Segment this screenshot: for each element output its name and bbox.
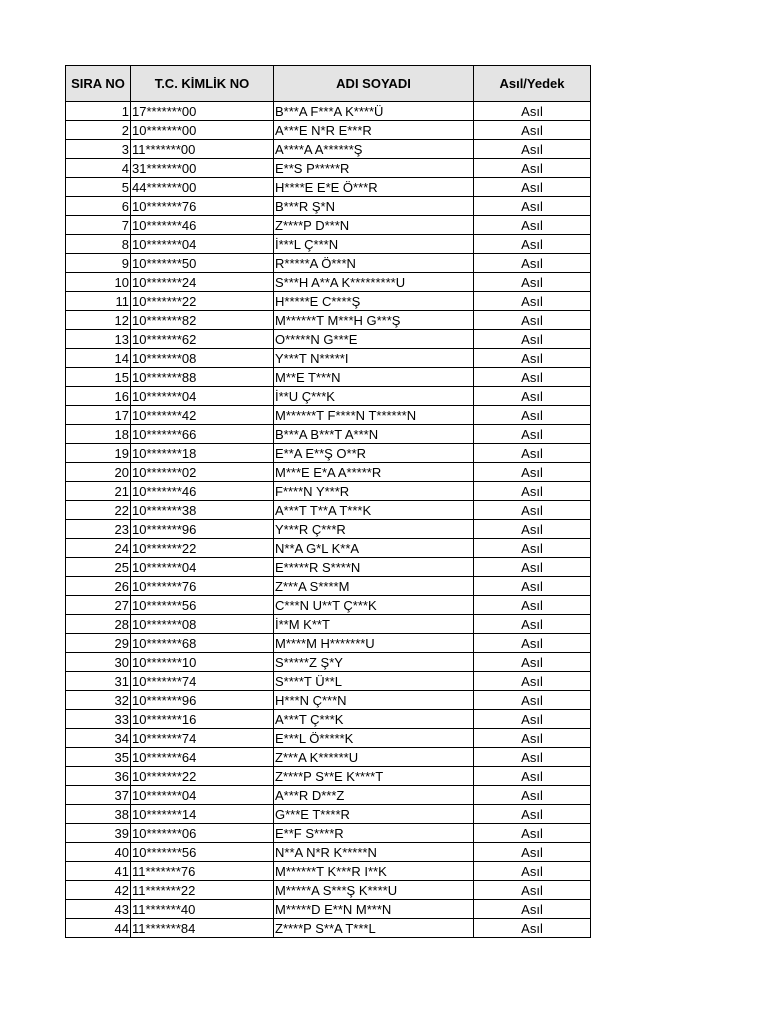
cell-tc-kimlik-no: 10*******22 bbox=[131, 539, 274, 558]
cell-adi-soyadi: F****N Y***R bbox=[274, 482, 474, 501]
table-row bbox=[66, 292, 591, 311]
cell-asil-yedek: Asıl bbox=[474, 216, 591, 235]
header-adi-soyadi: ADI SOYADI bbox=[274, 66, 474, 102]
cell-asil-yedek: Asıl bbox=[474, 406, 591, 425]
cell-tc-kimlik-no: 10*******04 bbox=[131, 387, 274, 406]
cell-tc-kimlik-no: 10*******24 bbox=[131, 273, 274, 292]
cell-asil-yedek: Asıl bbox=[474, 330, 591, 349]
cell-tc-kimlik-no: 10*******04 bbox=[131, 786, 274, 805]
cell-sira-no: 22 bbox=[66, 501, 131, 520]
cell-adi-soyadi: Z****P S**E K****T bbox=[274, 767, 474, 786]
cell-tc-kimlik-no: 31*******00 bbox=[131, 159, 274, 178]
table-row bbox=[66, 862, 591, 881]
cell-adi-soyadi: N**A N*R K*****N bbox=[274, 843, 474, 862]
cell-adi-soyadi: H***N Ç***N bbox=[274, 691, 474, 710]
cell-sira-no: 8 bbox=[66, 235, 131, 254]
cell-asil-yedek: Asıl bbox=[474, 558, 591, 577]
cell-adi-soyadi: G***E T****R bbox=[274, 805, 474, 824]
cell-tc-kimlik-no: 10*******50 bbox=[131, 254, 274, 273]
cell-adi-soyadi: M******T M***H G***Ş bbox=[274, 311, 474, 330]
cell-tc-kimlik-no: 11*******00 bbox=[131, 140, 274, 159]
cell-sira-no: 26 bbox=[66, 577, 131, 596]
cell-asil-yedek: Asıl bbox=[474, 387, 591, 406]
cell-asil-yedek: Asıl bbox=[474, 501, 591, 520]
cell-adi-soyadi: Z***A K******U bbox=[274, 748, 474, 767]
cell-asil-yedek: Asıl bbox=[474, 197, 591, 216]
cell-sira-no: 28 bbox=[66, 615, 131, 634]
table-row bbox=[66, 121, 591, 140]
cell-asil-yedek: Asıl bbox=[474, 672, 591, 691]
cell-sira-no: 15 bbox=[66, 368, 131, 387]
cell-adi-soyadi: Y***R Ç***R bbox=[274, 520, 474, 539]
cell-asil-yedek: Asıl bbox=[474, 349, 591, 368]
header-row bbox=[66, 66, 591, 102]
table-row bbox=[66, 767, 591, 786]
cell-asil-yedek: Asıl bbox=[474, 881, 591, 900]
cell-sira-no: 21 bbox=[66, 482, 131, 501]
cell-sira-no: 16 bbox=[66, 387, 131, 406]
cell-asil-yedek: Asıl bbox=[474, 767, 591, 786]
cell-asil-yedek: Asıl bbox=[474, 102, 591, 121]
cell-adi-soyadi: M***E E*A A*****R bbox=[274, 463, 474, 482]
table-row bbox=[66, 425, 591, 444]
cell-asil-yedek: Asıl bbox=[474, 292, 591, 311]
candidate-list-table bbox=[65, 65, 591, 938]
cell-adi-soyadi: A****A A******Ş bbox=[274, 140, 474, 159]
cell-tc-kimlik-no: 10*******14 bbox=[131, 805, 274, 824]
cell-tc-kimlik-no: 10*******04 bbox=[131, 235, 274, 254]
table-row bbox=[66, 368, 591, 387]
header-sira-no: SIRA NO bbox=[66, 66, 131, 102]
cell-tc-kimlik-no: 10*******16 bbox=[131, 710, 274, 729]
cell-sira-no: 7 bbox=[66, 216, 131, 235]
table-row bbox=[66, 634, 591, 653]
table-row bbox=[66, 843, 591, 862]
cell-sira-no: 17 bbox=[66, 406, 131, 425]
cell-asil-yedek: Asıl bbox=[474, 729, 591, 748]
table-row bbox=[66, 235, 591, 254]
cell-tc-kimlik-no: 10*******46 bbox=[131, 216, 274, 235]
table-row bbox=[66, 577, 591, 596]
cell-asil-yedek: Asıl bbox=[474, 710, 591, 729]
cell-adi-soyadi: Y***T N*****I bbox=[274, 349, 474, 368]
cell-tc-kimlik-no: 10*******82 bbox=[131, 311, 274, 330]
header-asil-yedek: Asıl/Yedek bbox=[474, 66, 591, 102]
cell-tc-kimlik-no: 10*******38 bbox=[131, 501, 274, 520]
cell-sira-no: 27 bbox=[66, 596, 131, 615]
header-tc-kimlik-no: T.C. KİMLİK NO bbox=[131, 66, 274, 102]
cell-adi-soyadi: İ**M K**T bbox=[274, 615, 474, 634]
cell-tc-kimlik-no: 10*******56 bbox=[131, 843, 274, 862]
cell-sira-no: 10 bbox=[66, 273, 131, 292]
cell-asil-yedek: Asıl bbox=[474, 748, 591, 767]
cell-asil-yedek: Asıl bbox=[474, 577, 591, 596]
table-row bbox=[66, 330, 591, 349]
table-row bbox=[66, 311, 591, 330]
cell-sira-no: 34 bbox=[66, 729, 131, 748]
table-row bbox=[66, 805, 591, 824]
cell-asil-yedek: Asıl bbox=[474, 178, 591, 197]
table-row bbox=[66, 672, 591, 691]
cell-tc-kimlik-no: 10*******74 bbox=[131, 672, 274, 691]
cell-sira-no: 35 bbox=[66, 748, 131, 767]
cell-sira-no: 1 bbox=[66, 102, 131, 121]
cell-asil-yedek: Asıl bbox=[474, 140, 591, 159]
cell-asil-yedek: Asıl bbox=[474, 843, 591, 862]
cell-tc-kimlik-no: 10*******02 bbox=[131, 463, 274, 482]
cell-sira-no: 31 bbox=[66, 672, 131, 691]
cell-tc-kimlik-no: 10*******66 bbox=[131, 425, 274, 444]
cell-sira-no: 43 bbox=[66, 900, 131, 919]
cell-asil-yedek: Asıl bbox=[474, 121, 591, 140]
table-row bbox=[66, 691, 591, 710]
cell-asil-yedek: Asıl bbox=[474, 862, 591, 881]
table-row bbox=[66, 653, 591, 672]
cell-sira-no: 19 bbox=[66, 444, 131, 463]
cell-asil-yedek: Asıl bbox=[474, 159, 591, 178]
cell-adi-soyadi: M****M H*******U bbox=[274, 634, 474, 653]
cell-sira-no: 32 bbox=[66, 691, 131, 710]
cell-asil-yedek: Asıl bbox=[474, 235, 591, 254]
spreadsheet-page bbox=[65, 65, 590, 938]
cell-tc-kimlik-no: 10*******88 bbox=[131, 368, 274, 387]
cell-asil-yedek: Asıl bbox=[474, 463, 591, 482]
table-body bbox=[66, 102, 591, 938]
cell-tc-kimlik-no: 10*******08 bbox=[131, 615, 274, 634]
cell-sira-no: 42 bbox=[66, 881, 131, 900]
cell-adi-soyadi: İ***L Ç***N bbox=[274, 235, 474, 254]
table-row bbox=[66, 482, 591, 501]
table-row bbox=[66, 349, 591, 368]
cell-tc-kimlik-no: 10*******76 bbox=[131, 577, 274, 596]
cell-adi-soyadi: A***R D***Z bbox=[274, 786, 474, 805]
cell-adi-soyadi: S****T Ü**L bbox=[274, 672, 474, 691]
table-row bbox=[66, 254, 591, 273]
cell-sira-no: 20 bbox=[66, 463, 131, 482]
cell-asil-yedek: Asıl bbox=[474, 653, 591, 672]
cell-sira-no: 2 bbox=[66, 121, 131, 140]
cell-adi-soyadi: H*****E C****Ş bbox=[274, 292, 474, 311]
cell-adi-soyadi: E**S P*****R bbox=[274, 159, 474, 178]
cell-sira-no: 41 bbox=[66, 862, 131, 881]
cell-adi-soyadi: S*****Z Ş*Y bbox=[274, 653, 474, 672]
table-row bbox=[66, 463, 591, 482]
cell-adi-soyadi: C***N U**T Ç***K bbox=[274, 596, 474, 615]
cell-asil-yedek: Asıl bbox=[474, 539, 591, 558]
cell-sira-no: 11 bbox=[66, 292, 131, 311]
cell-sira-no: 18 bbox=[66, 425, 131, 444]
cell-tc-kimlik-no: 10*******04 bbox=[131, 558, 274, 577]
table-row bbox=[66, 159, 591, 178]
cell-adi-soyadi: A***T Ç***K bbox=[274, 710, 474, 729]
table-row bbox=[66, 558, 591, 577]
cell-tc-kimlik-no: 10*******68 bbox=[131, 634, 274, 653]
cell-asil-yedek: Asıl bbox=[474, 615, 591, 634]
cell-asil-yedek: Asıl bbox=[474, 254, 591, 273]
cell-sira-no: 40 bbox=[66, 843, 131, 862]
cell-tc-kimlik-no: 10*******64 bbox=[131, 748, 274, 767]
table-row bbox=[66, 197, 591, 216]
table-row bbox=[66, 102, 591, 121]
cell-asil-yedek: Asıl bbox=[474, 900, 591, 919]
cell-tc-kimlik-no: 10*******56 bbox=[131, 596, 274, 615]
cell-adi-soyadi: R*****A Ö***N bbox=[274, 254, 474, 273]
cell-tc-kimlik-no: 10*******10 bbox=[131, 653, 274, 672]
table-row bbox=[66, 710, 591, 729]
cell-adi-soyadi: M*****A S***Ş K****U bbox=[274, 881, 474, 900]
cell-adi-soyadi: İ**U Ç***K bbox=[274, 387, 474, 406]
cell-tc-kimlik-no: 10*******08 bbox=[131, 349, 274, 368]
cell-tc-kimlik-no: 17*******00 bbox=[131, 102, 274, 121]
cell-asil-yedek: Asıl bbox=[474, 691, 591, 710]
cell-tc-kimlik-no: 44*******00 bbox=[131, 178, 274, 197]
cell-tc-kimlik-no: 11*******22 bbox=[131, 881, 274, 900]
cell-adi-soyadi: E**F S****R bbox=[274, 824, 474, 843]
cell-tc-kimlik-no: 10*******00 bbox=[131, 121, 274, 140]
table-row bbox=[66, 539, 591, 558]
cell-adi-soyadi: H****E E*E Ö***R bbox=[274, 178, 474, 197]
cell-tc-kimlik-no: 10*******06 bbox=[131, 824, 274, 843]
cell-adi-soyadi: A***T T**A T***K bbox=[274, 501, 474, 520]
cell-tc-kimlik-no: 10*******96 bbox=[131, 520, 274, 539]
cell-adi-soyadi: S***H A**A K*********U bbox=[274, 273, 474, 292]
cell-adi-soyadi: M*****D E**N M***N bbox=[274, 900, 474, 919]
cell-asil-yedek: Asıl bbox=[474, 311, 591, 330]
table-row bbox=[66, 786, 591, 805]
cell-tc-kimlik-no: 10*******22 bbox=[131, 767, 274, 786]
cell-tc-kimlik-no: 10*******18 bbox=[131, 444, 274, 463]
cell-sira-no: 24 bbox=[66, 539, 131, 558]
cell-adi-soyadi: Z****P D***N bbox=[274, 216, 474, 235]
cell-sira-no: 12 bbox=[66, 311, 131, 330]
cell-adi-soyadi: N**A G*L K**A bbox=[274, 539, 474, 558]
cell-asil-yedek: Asıl bbox=[474, 520, 591, 539]
cell-sira-no: 14 bbox=[66, 349, 131, 368]
cell-adi-soyadi: M******T F****N T******N bbox=[274, 406, 474, 425]
cell-adi-soyadi: E*****R S****N bbox=[274, 558, 474, 577]
cell-asil-yedek: Asıl bbox=[474, 273, 591, 292]
cell-sira-no: 3 bbox=[66, 140, 131, 159]
cell-tc-kimlik-no: 10*******96 bbox=[131, 691, 274, 710]
table-row bbox=[66, 919, 591, 938]
table-row bbox=[66, 178, 591, 197]
cell-tc-kimlik-no: 10*******42 bbox=[131, 406, 274, 425]
table-row bbox=[66, 748, 591, 767]
table-row bbox=[66, 520, 591, 539]
cell-sira-no: 25 bbox=[66, 558, 131, 577]
cell-adi-soyadi: B***A F***A K****Ü bbox=[274, 102, 474, 121]
cell-asil-yedek: Asıl bbox=[474, 368, 591, 387]
table-row bbox=[66, 406, 591, 425]
table-row bbox=[66, 900, 591, 919]
cell-asil-yedek: Asıl bbox=[474, 786, 591, 805]
cell-asil-yedek: Asıl bbox=[474, 482, 591, 501]
cell-asil-yedek: Asıl bbox=[474, 824, 591, 843]
table-row bbox=[66, 444, 591, 463]
cell-sira-no: 37 bbox=[66, 786, 131, 805]
cell-asil-yedek: Asıl bbox=[474, 634, 591, 653]
cell-tc-kimlik-no: 10*******62 bbox=[131, 330, 274, 349]
cell-adi-soyadi: O*****N G***E bbox=[274, 330, 474, 349]
cell-tc-kimlik-no: 11*******84 bbox=[131, 919, 274, 938]
cell-tc-kimlik-no: 10*******46 bbox=[131, 482, 274, 501]
cell-sira-no: 4 bbox=[66, 159, 131, 178]
cell-adi-soyadi: M**E T***N bbox=[274, 368, 474, 387]
cell-asil-yedek: Asıl bbox=[474, 425, 591, 444]
table-row bbox=[66, 824, 591, 843]
cell-adi-soyadi: Z***A S****M bbox=[274, 577, 474, 596]
cell-sira-no: 6 bbox=[66, 197, 131, 216]
cell-sira-no: 29 bbox=[66, 634, 131, 653]
cell-tc-kimlik-no: 10*******22 bbox=[131, 292, 274, 311]
cell-adi-soyadi: B***R Ş*N bbox=[274, 197, 474, 216]
cell-asil-yedek: Asıl bbox=[474, 444, 591, 463]
cell-tc-kimlik-no: 10*******76 bbox=[131, 197, 274, 216]
cell-asil-yedek: Asıl bbox=[474, 596, 591, 615]
table-row bbox=[66, 501, 591, 520]
cell-sira-no: 36 bbox=[66, 767, 131, 786]
table-row bbox=[66, 216, 591, 235]
table-row bbox=[66, 273, 591, 292]
cell-sira-no: 13 bbox=[66, 330, 131, 349]
cell-adi-soyadi: Z****P S**A T***L bbox=[274, 919, 474, 938]
cell-sira-no: 44 bbox=[66, 919, 131, 938]
cell-adi-soyadi: B***A B***T A***N bbox=[274, 425, 474, 444]
table-row bbox=[66, 140, 591, 159]
cell-tc-kimlik-no: 11*******76 bbox=[131, 862, 274, 881]
cell-sira-no: 5 bbox=[66, 178, 131, 197]
cell-sira-no: 23 bbox=[66, 520, 131, 539]
cell-adi-soyadi: E***L Ö*****K bbox=[274, 729, 474, 748]
cell-sira-no: 33 bbox=[66, 710, 131, 729]
cell-sira-no: 30 bbox=[66, 653, 131, 672]
cell-adi-soyadi: E**A E**Ş O**R bbox=[274, 444, 474, 463]
cell-sira-no: 39 bbox=[66, 824, 131, 843]
cell-asil-yedek: Asıl bbox=[474, 805, 591, 824]
table-row bbox=[66, 596, 591, 615]
cell-adi-soyadi: M******T K***R I**K bbox=[274, 862, 474, 881]
table-row bbox=[66, 615, 591, 634]
table-row bbox=[66, 387, 591, 406]
cell-tc-kimlik-no: 11*******40 bbox=[131, 900, 274, 919]
cell-sira-no: 9 bbox=[66, 254, 131, 273]
cell-adi-soyadi: A***E N*R E***R bbox=[274, 121, 474, 140]
cell-sira-no: 38 bbox=[66, 805, 131, 824]
table-row bbox=[66, 729, 591, 748]
cell-tc-kimlik-no: 10*******74 bbox=[131, 729, 274, 748]
table-row bbox=[66, 881, 591, 900]
cell-asil-yedek: Asıl bbox=[474, 919, 591, 938]
